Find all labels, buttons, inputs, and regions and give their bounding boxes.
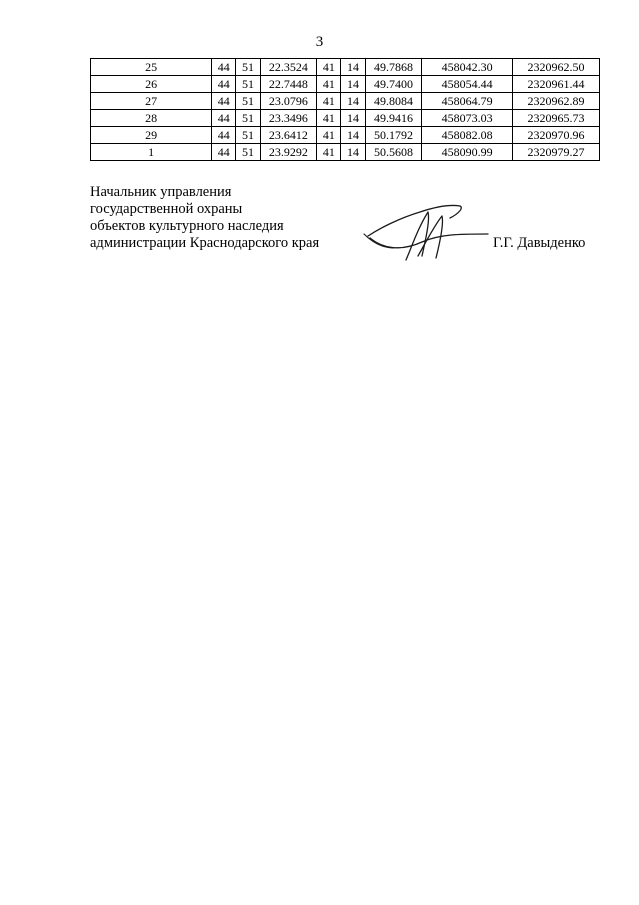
x-coordinate-cell: 458064.79 — [422, 93, 513, 110]
point-number-cell: 26 — [91, 76, 212, 93]
point-number-cell: 25 — [91, 59, 212, 76]
longitude-seconds-cell: 50.1792 — [365, 127, 422, 144]
point-number-cell: 28 — [91, 110, 212, 127]
latitude-degrees-cell: 44 — [212, 127, 236, 144]
point-number-cell: 27 — [91, 93, 212, 110]
latitude-seconds-cell: 23.6412 — [260, 127, 317, 144]
table-row — [91, 93, 600, 110]
latitude-minutes-cell: 51 — [236, 93, 260, 110]
y-coordinate-cell: 2320962.89 — [513, 93, 600, 110]
coordinates-table — [90, 58, 600, 161]
x-coordinate-cell: 458073.03 — [422, 110, 513, 127]
latitude-degrees-cell: 44 — [212, 144, 236, 161]
latitude-seconds-cell: 23.0796 — [260, 93, 317, 110]
x-coordinate-cell: 458082.08 — [422, 127, 513, 144]
y-coordinate-cell: 2320979.27 — [513, 144, 600, 161]
latitude-degrees-cell: 44 — [212, 93, 236, 110]
signer-title-line: администрации Краснодарского края — [90, 235, 320, 251]
latitude-minutes-cell: 51 — [236, 144, 260, 161]
longitude-minutes-cell: 14 — [341, 144, 365, 161]
signer-title — [90, 184, 350, 252]
latitude-degrees-cell: 44 — [212, 76, 236, 93]
longitude-minutes-cell: 14 — [341, 76, 365, 93]
longitude-degrees-cell: 41 — [317, 59, 341, 76]
x-coordinate-cell: 458042.30 — [422, 59, 513, 76]
longitude-seconds-cell: 49.7868 — [365, 59, 422, 76]
signer-title-line: Начальник управления — [90, 184, 232, 200]
table-row — [91, 59, 600, 76]
x-coordinate-cell: 458054.44 — [422, 76, 513, 93]
table-row — [91, 144, 600, 161]
latitude-minutes-cell: 51 — [236, 110, 260, 127]
latitude-minutes-cell: 51 — [236, 59, 260, 76]
longitude-seconds-cell: 49.8084 — [365, 93, 422, 110]
handwritten-signature — [360, 198, 490, 268]
longitude-seconds-cell: 49.7400 — [365, 76, 422, 93]
y-coordinate-cell: 2320961.44 — [513, 76, 600, 93]
latitude-seconds-cell: 23.9292 — [260, 144, 317, 161]
longitude-degrees-cell: 41 — [317, 144, 341, 161]
latitude-seconds-cell: 22.7448 — [260, 76, 317, 93]
longitude-degrees-cell: 41 — [317, 93, 341, 110]
latitude-degrees-cell: 44 — [212, 59, 236, 76]
signer-name: Г.Г. Давыденко — [493, 235, 586, 251]
y-coordinate-cell: 2320962.50 — [513, 59, 600, 76]
y-coordinate-cell: 2320970.96 — [513, 127, 600, 144]
page-number: 3 — [315, 34, 324, 50]
latitude-seconds-cell: 22.3524 — [260, 59, 317, 76]
signer-title-line: объектов культурного наследия — [90, 218, 284, 234]
longitude-degrees-cell: 41 — [317, 127, 341, 144]
longitude-seconds-cell: 49.9416 — [365, 110, 422, 127]
point-number-cell: 29 — [91, 127, 212, 144]
longitude-degrees-cell: 41 — [317, 76, 341, 93]
latitude-minutes-cell: 51 — [236, 127, 260, 144]
table-row — [91, 76, 600, 93]
table-row — [91, 110, 600, 127]
signer-title-line: государственной охраны — [90, 201, 243, 217]
latitude-minutes-cell: 51 — [236, 76, 260, 93]
y-coordinate-cell: 2320965.73 — [513, 110, 600, 127]
point-number-cell: 1 — [91, 144, 212, 161]
longitude-minutes-cell: 14 — [341, 110, 365, 127]
longitude-seconds-cell: 50.5608 — [365, 144, 422, 161]
latitude-seconds-cell: 23.3496 — [260, 110, 317, 127]
x-coordinate-cell: 458090.99 — [422, 144, 513, 161]
table-row — [91, 127, 600, 144]
longitude-degrees-cell: 41 — [317, 110, 341, 127]
latitude-degrees-cell: 44 — [212, 110, 236, 127]
longitude-minutes-cell: 14 — [341, 59, 365, 76]
longitude-minutes-cell: 14 — [341, 93, 365, 110]
longitude-minutes-cell: 14 — [341, 127, 365, 144]
